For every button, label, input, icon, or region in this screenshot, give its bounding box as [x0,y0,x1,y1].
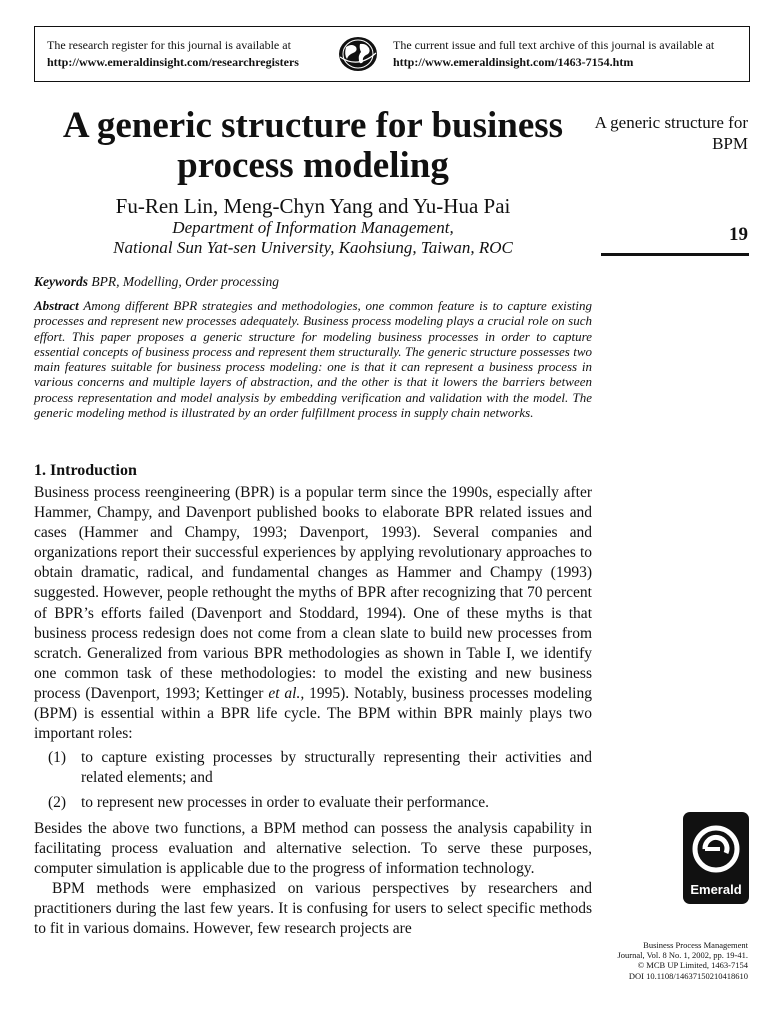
side-rule [601,253,749,256]
authors: Fu-Ren Lin, Meng-Chyn Yang and Yu-Hua Pai [115,194,511,218]
citation-journal: Business Process Management [643,940,748,950]
article-title: A generic structure for business process modeling [62,105,564,186]
intro-paragraph-1 [34,483,592,744]
emerald-logo [683,812,749,904]
list-item-number: (2) [48,794,67,812]
archive-text: The current issue and full text archive of this journal is available at [393,38,715,52]
intro-paragraph-2: Besides the above two functions, a BPM method can possess the analysis capability in facilitating process evaluation and alternative selection. To serve these purposes, computer simulation is applicable due to the progress of information technology. [34,819,592,877]
abstract-text: Among different BPR strategies and methodologies, one common feature is to capture existing processes and represent new processes adequately. Business process modeling plays a crucial role on such effort. This paper proposes a generic structure for modeling business processes in order to capture essential concepts of business process and represent them structurally. The generic structure possesses two main features suitable for business process modeling: one is that it can represent a business process in various concerns and multiple layers of abstraction, and the other is that it lowers the barriers between process representation and model analysis by embedding verification and validation with the model. The generic modeling method is illustrated by an order fulfillment process in supply chain networks. [34,298,592,421]
affiliation-line-2: National Sun Yat-sen University, Kaohsiung, Taiwan, ROC [113,238,513,257]
archive-note [393,37,714,71]
globe-icon [338,35,378,73]
keywords-text: BPR, Modelling, Order processing [91,274,279,289]
research-register-link[interactable]: http://www.emeraldinsight.com/researchregisters [47,55,299,69]
roles-list [34,748,592,813]
affiliation-line-1: Department of Information Management, [172,218,454,237]
journal-info-box [34,26,750,82]
list-item [34,793,592,813]
section-heading-introduction: 1. Introduction [34,462,137,479]
citation-doi: DOI 10.1108/14637150210418610 [628,970,748,981]
archive-link[interactable]: http://www.emeraldinsight.com/1463-7154.htm [393,55,634,69]
emerald-logo-text: Emerald [690,882,742,897]
intro-paragraph-1-part-b: 1995). Notably, business processes modeling (BPM) is essential within a BPR life cycle. The BPM within BPR mainly plays two important roles: [34,684,592,743]
page-number: 19 [729,224,748,245]
citation-volume: Journal, Vol. 8 No. 1, 2002, pp. 19-41. [617,950,748,961]
list-item-text: to capture existing processes by structurally representing their activities and related elements; and [81,749,592,787]
list-item-text: to represent new processes in order to evaluate their performance. [81,794,489,812]
abstract-label: Abstract [34,298,79,313]
list-item-number: (1) [48,749,67,767]
abstract [34,298,592,420]
list-item [34,748,592,788]
citation-block [578,940,748,981]
research-register-text: The research register for this journal is available at [47,38,291,52]
running-title: A generic structure for BPM [594,113,748,153]
research-register-note [47,37,299,71]
keywords [34,273,592,291]
keywords-label: Keywords [34,274,88,289]
body-text [34,483,592,939]
intro-paragraph-1-part-a: Business process reengineering (BPR) is a popular term since the 1990s, especially after Hammer, Champy, and Davenport published books to elaborate BPR related issues and cases (Hammer and Champy, 1993; Davenport, 1993). Several companies and organizations report their successful experiences by applying revolutionary approaches to obtain dramatic, radical, and fundamental changes as Hammer and Champy (1993) suggested. However, people rethought the myths of BPR after recognizing that 70 percent of BPR’s efforts failed (Davenport and Stoddard, 1994). One of these myths is that business process redesign does not come from a clean slate to build new processes from scratch. Generalized from various BPR methodologies as shown in Table I, we identify one common task of these methodologies: to model the existing and new business process (Davenport, 1993; Kettinger [34,484,592,702]
intro-paragraph-1-etal: et al., [268,684,305,702]
affiliation [34,218,592,258]
intro-paragraph-3: BPM methods were emphasized on various perspectives by researchers and practitioners during the last few years. It is confusing for users to select specific methods to fit in various domains. However, few research projects are [34,879,592,937]
citation-copyright: © MCB UP Limited, 1463-7154 [637,960,748,971]
